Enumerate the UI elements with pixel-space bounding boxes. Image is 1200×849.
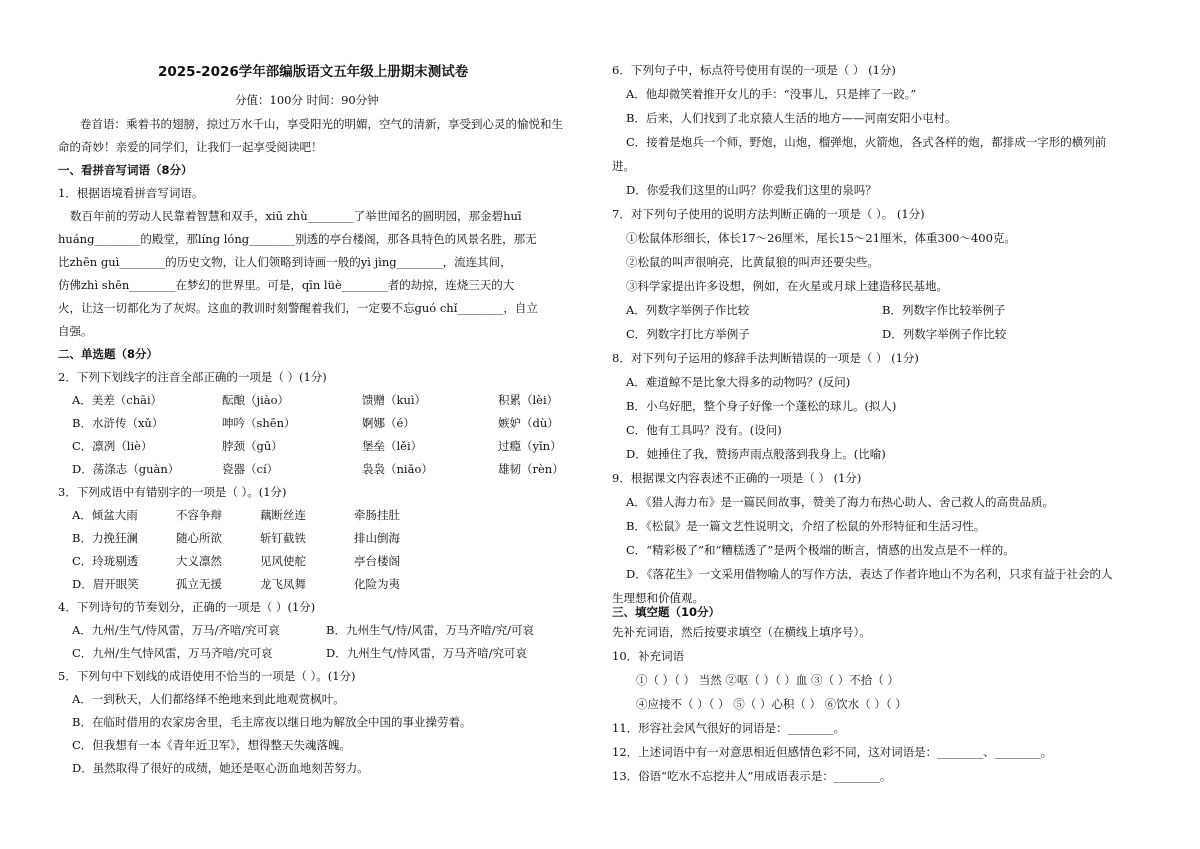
question-13: 13．俗语“吃水不忘挖井人”用成语表示是：________。 (612, 769, 892, 783)
q3-option-row (72, 530, 400, 546)
q4-option-d: D．九州生气/恃风雷，万马齐喑/究可哀 (326, 646, 527, 660)
question-2: 2．下列下划线字的注音全部正确的一项是（ ）(1分) (58, 370, 327, 384)
q10-row-2: ④应接不（ ）（ ） ⑤（ ）心积（ ） ⑥饮水（ ）（ ） (636, 697, 907, 711)
q1-passage-4: 仿佛zhì shēn________在梦幻的世界里。可是，qīn lüè________者的劫掠，连烧三天的大 (58, 278, 515, 292)
q6-option-a: A．他却微笑着推开女儿的手：“没事儿，只是摔了一跤。” (626, 87, 917, 101)
question-1: 1．根据语境看拼音写词语。 (58, 186, 204, 200)
q3-option-cell: B．力挽狂澜 (72, 531, 138, 545)
q2-option-cell: 过瘾（yǐn） (498, 439, 562, 453)
q3-option-cell: 藕断丝连 (260, 508, 306, 522)
q3-option-cell: 不容争辩 (176, 508, 222, 522)
q2-option-row (72, 415, 559, 431)
q5-option-b: B．在临时借用的农家房舍里，毛主席夜以继日地为解放全中国的事业操劳着。 (72, 715, 472, 729)
q9-option-c: C．“精彩极了”和“糟糕透了”是两个极端的断言，情感的出发点是不一样的。 (626, 543, 1015, 557)
q4-option-c: C．九州/生气恃风雷，万马齐喑/究可哀 (72, 646, 273, 660)
q3-option-cell: C．玲珑剔透 (72, 554, 139, 568)
intro-line-2: 命的奇妙！亲爱的同学们，让我们一起享受阅读吧！ (58, 140, 323, 154)
q7-sentence-1: ①松鼠体形细长，体长17～26厘米，尾长15～21厘米，体重300～400克。 (626, 231, 1016, 245)
q1-passage-6: 自强。 (58, 324, 93, 338)
question-12: 12．上述词语中有一对意思相近但感情色彩不同，这对词语是：________、________。 (612, 745, 1053, 759)
q2-option-row (72, 438, 562, 454)
q3-option-cell: 孤立无援 (176, 577, 222, 591)
q6-option-c: C．接着是炮兵一个师，野炮，山炮，榴弹炮，火箭炮，各式各样的炮，都排成一字形的横列前 (626, 135, 1107, 149)
q2-option-cell: 堡垒（lěi） (362, 439, 423, 453)
q7-option-b: B．列数字作比较举例子 (882, 303, 1006, 317)
q7-sentence-2: ②松鼠的叫声很响亮，比黄鼠狼的叫声还要尖些。 (626, 255, 879, 269)
question-9: 9．根据课文内容表述不正确的一项是（ ） (1分) (612, 471, 862, 485)
q3-option-row (72, 507, 400, 523)
question-3: 3．下列成语中有错别字的一项是（ ）。(1分) (58, 485, 287, 499)
question-4: 4．下列诗句的节奏划分，正确的一项是（ ）(1分) (58, 600, 316, 614)
intro-line-1: 卷首语：乘着书的翅膀，掠过万水千山，享受阳光的明媚，空气的清新，享受到心灵的愉悦和生 (80, 117, 563, 131)
q1-passage-2: huáng________的殿堂，那líng lóng________别透的亭台楼阁，那各具特色的风景名胜，那无 (58, 232, 537, 246)
q3-option-row (72, 553, 400, 569)
q5-option-d: D．虽然取得了很好的成绩，她还是呕心沥血地刻苦努力。 (72, 761, 369, 775)
q2-option-cell: 雄韧（rèn） (498, 462, 564, 476)
q3-option-cell: 随心所欲 (176, 531, 222, 545)
exam-title: 2025-2026学年部编版语文五年级上册期末测试卷 (158, 64, 469, 80)
q2-option-cell: D．荡涤志（guàn） (72, 462, 180, 476)
q4-option-a: A．九州/生气/恃风雷，万马/齐喑/究可哀 (72, 623, 280, 637)
q2-option-cell: 馈赠（kuì） (362, 393, 427, 407)
q7-option-c: C．列数字打比方举例子 (626, 327, 750, 341)
q3-option-cell: D．眉开眼笑 (72, 577, 139, 591)
q9-option-d: D．《落花生》一文采用借物喻人的写作方法，表达了作者许地山不为名利，只求有益于社会的人 (626, 567, 1113, 581)
q3-option-cell: 牵肠挂肚 (354, 508, 400, 522)
q9-option-a: A．《猎人海力布》是一篇民间故事，赞美了海力布热心助人、舍己救人的高贵品质。 (626, 495, 1055, 509)
q7-option-a: A．列数字举例子作比较 (626, 303, 750, 317)
q2-option-cell: A．美差（chāi） (72, 393, 163, 407)
q7-sentence-3: ③科学家提出许多设想，例如，在火星或月球上建造移民基地。 (626, 279, 948, 293)
q2-option-cell: 脖颈（gū） (222, 439, 283, 453)
q3-option-cell: 亭台楼阁 (354, 554, 400, 568)
q8-option-d: D．她捶住了我，赞扬声雨点般落到我身上。(比喻) (626, 447, 886, 461)
section-2-heading: 二、单选题（8分） (58, 347, 159, 361)
q1-passage-3: 比zhēn guì________的历史文物，让人们领略到诗画一般的yì jìng________，流连其间， (58, 255, 512, 269)
q7-option-d: D．列数字举例子作比较 (882, 327, 1007, 341)
q6-option-d: D．你爱我们这里的山吗？你爱我们这里的泉吗？ (626, 183, 877, 197)
q9-option-d-cont: 生理想和价值观。 (612, 591, 704, 605)
q2-option-cell: C．凛冽（liè） (72, 439, 153, 453)
q3-option-cell: 斩钉截铁 (260, 531, 306, 545)
q1-passage-5: 火，让这一切都化为了灰烬。这血的教训时刻警醒着我们，一定要不忘guó chǐ________，自立 (58, 301, 538, 315)
q10-row-1: ①（ ）（ ） 当然 ②呕（ ）（ ）血 ③（ ）不拾（ ） (636, 673, 899, 687)
q8-option-c: C．他有工具吗？没有。(设问) (626, 423, 782, 437)
question-5: 5．下列句中下划线的成语使用不恰当的一项是（ ）。(1分) (58, 669, 356, 683)
question-6: 6．下列句子中，标点符号使用有误的一项是（ ） (1分) (612, 63, 896, 77)
q1-passage-1: 数百年前的劳动人民靠着智慧和双手，xiū zhù________了举世闻名的圆明园，那金碧huī (70, 209, 522, 223)
q6-option-b: B．后来，人们找到了北京猿人生活的地方——河南安阳小屯村。 (626, 111, 957, 125)
q3-option-cell: A．倾盆大雨 (72, 508, 138, 522)
q2-option-cell: 婀娜（é） (362, 416, 415, 430)
q6-option-c-cont: 进。 (612, 159, 635, 173)
q9-option-b: B．《松鼠》是一篇文艺性说明文，介绍了松鼠的外形特征和生活习性。 (626, 519, 986, 533)
q4-option-b: B．九州生气/恃/风雷，万马齐喑/究/可哀 (326, 623, 534, 637)
q3-option-cell: 龙飞凤舞 (260, 577, 306, 591)
q3-option-cell: 大义凛然 (176, 554, 222, 568)
q2-option-cell: 瓷器（cí） (222, 462, 279, 476)
section-3-heading: 三、填空题（10分） (612, 605, 721, 619)
q8-option-b: B．小乌好肥，整个身子好像一个蓬松的球儿。(拟人) (626, 399, 897, 413)
q2-option-cell: 嫉妒（dù） (498, 416, 559, 430)
question-8: 8．对下列句子运用的修辞手法判断错误的一项是（ ） (1分) (612, 351, 919, 365)
q8-option-a: A．难道鲸不是比象大得多的动物吗？(反问) (626, 375, 851, 389)
q5-option-c: C．但我想有一本《青年近卫军》，想得整天失魂落魄。 (72, 738, 352, 752)
q2-option-cell: 呻吟（shēn） (222, 416, 296, 430)
q2-option-row (72, 392, 558, 408)
q2-option-cell: 酝酿（jiào） (222, 393, 290, 407)
q3-option-row (72, 576, 400, 592)
q5-option-a: A．一到秋天，人们都络绎不绝地来到此地观赏枫叶。 (72, 692, 345, 706)
q3-option-cell: 见风使舵 (260, 554, 306, 568)
q2-option-cell: B．水浒传（xǔ） (72, 416, 164, 430)
q2-option-cell: 积累（lèi） (498, 393, 559, 407)
exam-meta: 分值：100分 时间：90分钟 (235, 93, 379, 107)
question-10: 10．补充词语 (612, 649, 685, 663)
section-3-intro: 先补充词语，然后按要求填空（在横线上填序号）。 (612, 625, 871, 639)
q3-option-cell: 排山倒海 (354, 531, 400, 545)
question-11: 11．形容社会风气很好的词语是：________。 (612, 721, 846, 735)
q2-option-cell: 袅袅（niǎo） (362, 462, 433, 476)
q2-option-row (72, 461, 564, 477)
question-7: 7．对下列句子使用的说明方法判断正确的一项是（ ）。 (1分) (612, 207, 925, 221)
q3-option-cell: 化险为夷 (354, 577, 400, 591)
section-1-heading: 一、看拼音写词语（8分） (58, 163, 193, 177)
